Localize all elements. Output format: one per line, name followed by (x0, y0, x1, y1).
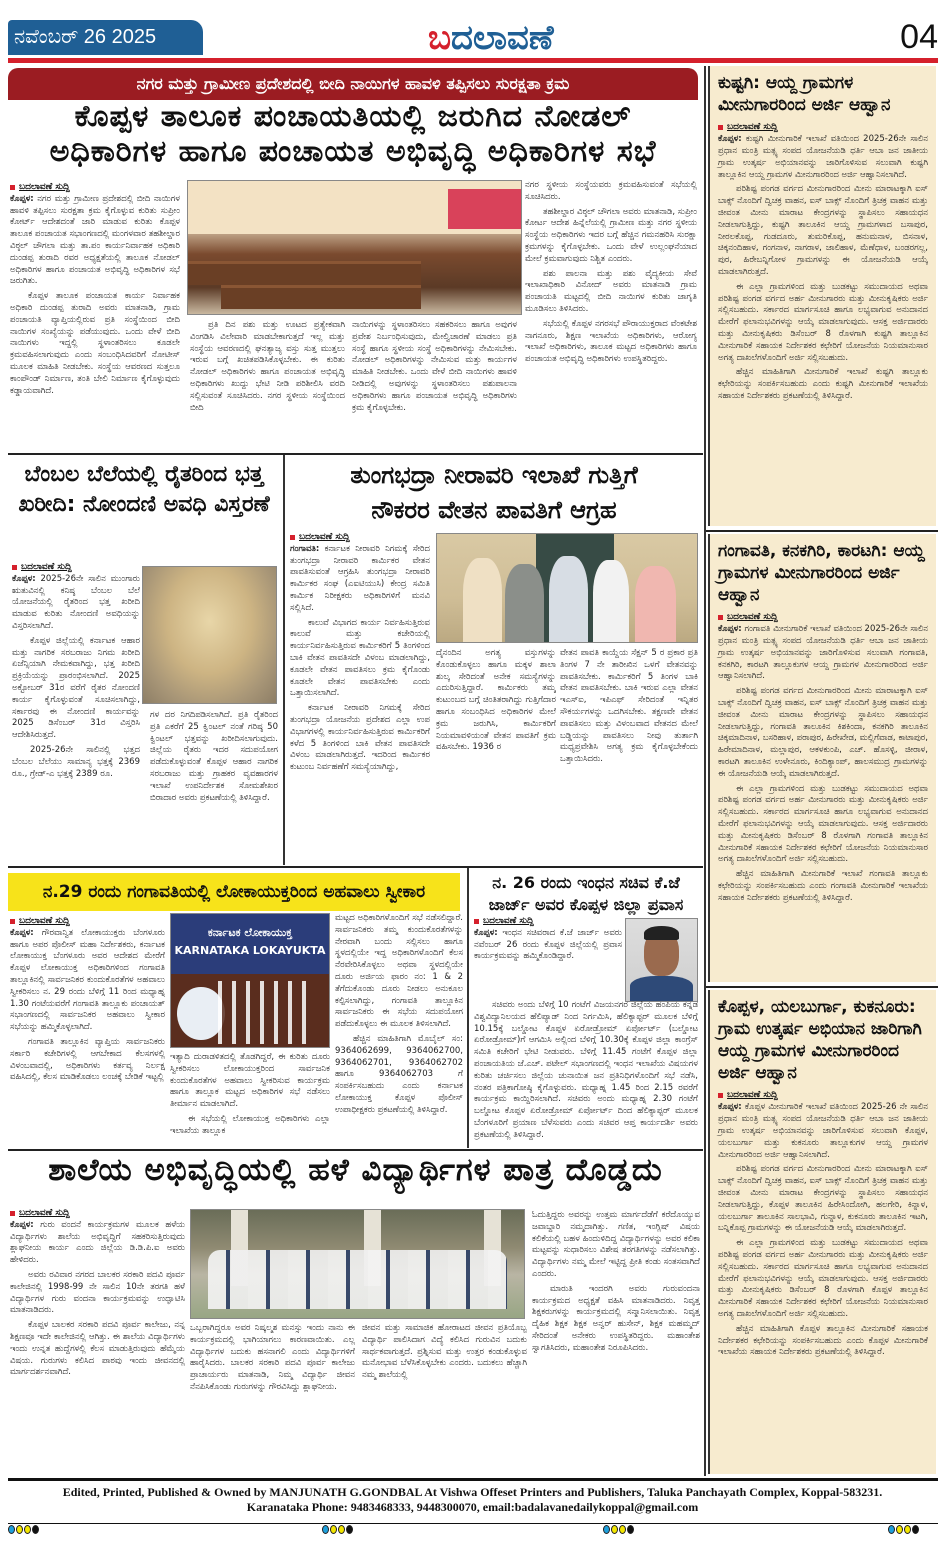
registration-marks-icon (322, 1525, 353, 1534)
tungabhadra-col-2 (436, 648, 556, 862)
tungabhadra-para-1: ಗಂಗಾವತಿ: ಕರ್ನಾಟಕ ನೀರಾವರಿ ನಿಗಮಕ್ಕೆ ಸೇರಿದ ತುಂಗಭದ್ರಾ ನೀರಾವರಿ ಕಾರ್ಮಿಕರ ವೇತನ ಪಾವತಿಸುವಂತೆ ಆಗ್ರಹಿಸಿ ತುಂಗಭದ್ರಾ ನೀರಾವರಿ ಕಾರ್ಮಿಕರ ಸಂಘ (ಎಐಟಿಯುಸಿ) ಕೇಂದ್ರ ಸಮಿತಿ ಕಾರ್ಮಿಕ ನಿರೀಕ್ಷಕರು ಅಧಿಕಾರಿಗಳಿಗೆ ಮನವಿ ಸಲ್ಲಿಸಿದೆ. (290, 543, 430, 613)
registration-marks-icon (888, 1525, 919, 1534)
minister-photo (625, 918, 698, 1002)
tungabhadra-headline-line-2: ನೌಕರರ ವೇತನ ಪಾವತಿಗೆ ಆಗ್ರಹ (371, 495, 617, 524)
tungabhadra-headline-line-1: ತುಂಗಭದ್ರಾ ನೀರಾವರಿ ಇಲಾಖೆ ಗುತ್ತಿಗೆ (350, 461, 638, 489)
masthead (8, 20, 938, 58)
main-para-2: ಕೊಪ್ಪಳ ತಾಲೂಕ ಪಂಚಾಯತ ಕಾರ್ಯ ನಿರ್ವಾಹಕ ಅಧಿಕಾರಿ ದುಂಡಪ್ಪ ತುರಾದಿ ಅವರು ಮಾತನಾಡಿ, ಗ್ರಾಮ ಪಂಚಾಯತಿ ವ್ಯಾಪ್ತಿಯಲ್ಲಿರುವ ಪ್ರತಿ ಸಂಸ್ಥೆಯಿಂದ ಬೀದಿ ನಾಯಿಗಳ ಸಂಖ್ಯೆಯನ್ನು ಪಡೆಯುವುದು. ಒಂದು ವೇಳೆ ಬೀದಿ ನಾಯಿಗಳು ಇದ್ದಲ್ಲಿ ಸ್ಥಳಾಂತರಿಸಲು ಕೂಡಲೇ ಕ್ರಮವಹಿಸಲಾಗುವುದು ಎಂದು ಸಂಬಂಧಿಸಿದವರಿಗೆ ನೋಟೀಸ್ ಮೂಲಕ ಮಾಹಿತಿ ನೀಡಬೇಕು. ಸಂಸ್ಥೆಯ ಆವರಣದ ಸುತ್ತಲೂ ಕಾಂಪೌಂಡ್ ನಿರ್ಮಾಣ, ತಂತಿ ಬೇಲಿ ನಿರ್ಮಾಣ ಕೈಗೊಳ್ಳುವುದು ಕಡ್ಡಾಯವಾಗಿದೆ. (10, 291, 180, 396)
main-para-3: ಪ್ರತಿ ದಿನ ಪಶು ಮತ್ತು ಊಟದ ಪ್ರತ್ಯೇಕವಾಗಿ ವಿಂಗಡಿಸಿ ವಿಲೇವಾರಿ ಮಾಡಬೇಕಾಗುತ್ತದೆ ಇಲ್ಲ ಮತ್ತು ಸಂಸ್ಥೆಯ ಆವರಣದಲ್ಲಿ ಘನತ್ಯಾಜ್ಯ ವಸ್ತು ಸುತ್ತ ಮುತ್ತಲು ಇರುವ ಬಗ್ಗೆ ಖಚಿತಪಡಿಸಿಕೊಳ್ಳಬೇಕು. ಈ ಕುರಿತು ನೋಡಲ್ ಅಧಿಕಾರಿಗಳು ಹಾಗೂ ಪಂಚಾಯತ ಅಭಿವೃದ್ಧಿ ಅಧಿಕಾರಿಗಳು ಖುದ್ದು ಭೇಟಿ ನೀಡಿ ಪರಿಶೀಲಿಸಿ ವರದಿ ಸಲ್ಲಿಸುವಂತೆ ಸೂಚಿಸಿದರು. ನಗರ ಸ್ಥಳೀಯ ಸಂಸ್ಥೆಯಿಂದ ಬೀದಿ (190, 320, 345, 413)
lokayukta-para-4: ಈ ಸಭೆಯಲ್ಲಿ ಲೋಕಾಯುಕ್ತ ಅಧಿಕಾರಿಗಳು ಎಲ್ಲಾ ಇಲಾಖೆಯ ತಾಲ್ಲೂಕ (170, 1113, 330, 1136)
paddy-article-col-2 (150, 710, 278, 862)
sidebar-notice-koppal (708, 990, 936, 1474)
school-para-2: ಅವರು ರವಿವಾರ ನಗರದ ಬಾಲಕರ ಸರಕಾರಿ ಪದವಿ ಪೂರ್ವ ಕಾಲೇಜಿನಲ್ಲಿ 1998-99 ನೇ ಸಾಲಿನ 10ನೇ ತರಗತಿ ಹಳೆ ವಿದ್ಯಾರ್ಥಿಗಳ ಗುರು ವಂದನಾ ಕಾರ್ಯಕ್ರಮವನ್ನು ಉದ್ಘಾಟಿಸಿ ಮಾತನಾಡಿದರು. (10, 1269, 185, 1316)
lokayukta-col-2 (170, 1052, 330, 1146)
school-para-7: ಮಾರುತಿ ಇಂದರಗಿ ಅವರು ಗುರುವಂದನಾ ಕಾರ್ಯಕ್ರಮದ ಅಧ್ಯಕ್ಷತೆ ವಹಿಸಿ ಮಾತನಾಡಿದರು. ನಿವೃತ್ತ ಶಿಕ್ಷಕರುಗಳನ್ನು ಕಾರ್ಯಕ್ರಮದಲ್ಲಿ ಸನ್ಮಾನಿಸಲಾಯಿತು. ನಿವೃತ್ತ ದೈಹಿಕ ಶಿಕ್ಷಕ ಶಿಕ್ಷಕ ಅನ್ವರ್ ಹುಸೇನ್, ಶಿಕ್ಷಕ ಮಹಮ್ಮದ್ ಸೇರಿದಂತೆ ಅನೇಕರು ಉಪಸ್ಥಿತರಿದ್ದರು. ಮಹಾಂತೇಶ ಸ್ವಾಗತಿಸಿದರು, ಮಹಾಂತೇಶ ನಿರೂಪಿಸಿದರು. (532, 1283, 700, 1353)
main-para-5: ನಗರ ಸ್ಥಳೀಯ ಸಂಸ್ಥೆಯವರು ಕ್ರಮವಹಿಸುವಂತೆ ಸಭೆಯಲ್ಲಿ ಸೂಚಿಸಿದರು. (525, 180, 697, 202)
column-divider (467, 868, 469, 1148)
rice-photo (142, 566, 277, 704)
issue-date: ನವೆಂಬರ್ 26 2025 (8, 20, 203, 55)
tungabhadra-para-4: ದೈನಂದಿನ ಅಗತ್ಯ ವಸ್ತುಗಳನ್ನು ಕೊಂಡುಕೊಳ್ಳಲು ಹಾಗೂ ಮಕ್ಕಳ ಶಾಲಾ ಶುಲ್ಕ ಸೇರಿದಂತೆ ಅನೇಕ ಸಮಸ್ಯೆಗಳನ್ನು ಎದುರಿಸುತ್ತಿದ್ದಾರೆ. ಕಾರ್ಮಿಕರು ತಮ್ಮ ಕುಟುಂಬದ ಬಗ್ಗೆ ಚಿಂತಿತರಾಗಿದ್ದು ಗುತ್ತಿಗೆದಾರ ಹಾಗೂ ಸಂಬಂಧಿಸಿದ ಅಧಿಕಾರಿಗಳ ಮೇಲೆ ಕ್ರಮ ಜರುಗಿಸಿ, ಕಾರ್ಮಿಕರಿಗೆ ನಿಯಮಾವಳಿಯಂತೆ ವೇತನ ಪಾವತಿಗೆ ಕ್ರಮ ವಹಿಸಬೇಕು. 1936 ರ (436, 648, 556, 753)
section-divider (8, 866, 703, 868)
paddy-headline: ಬೆಂಬಲ ಬೆಲೆಯಲ್ಲಿ ರೈತರಿಂದ ಭತ್ತ ಖರೀದಿ: ನೋಂದಣಿ ಅವಧಿ ವಿಸ್ತರಣೆ (18, 462, 270, 518)
main-headline-line-1: ಕೊಪ್ಪಳ ತಾಲೂಕ ಪಂಚಾಯತಿಯಲ್ಲಿ ಜರುಗಿದ ನೋಡಲ್ (74, 99, 632, 134)
tungabhadra-col-1 (290, 532, 430, 862)
byline: ಬದಲಾವಣೆ ಸುದ್ದಿ (710, 118, 936, 134)
bullet-icon (718, 125, 723, 130)
bullet-icon (290, 535, 295, 540)
school-col-2 (190, 1323, 355, 1475)
byline: ಬದಲಾವಣೆ ಸುದ್ದಿ (710, 608, 936, 624)
main-headline-line-2: ಅಧಿಕಾರಿಗಳ ಹಾಗೂ ಪಂಚಾಯತ ಅಭಿವೃದ್ಧಿ ಅಧಿಕಾರಿಗಳ ಸಭೆ (49, 133, 657, 169)
logo-first-letter: ಬ (428, 18, 452, 58)
sidebar-notice-gangavati (708, 534, 936, 982)
byline: ಬದಲಾವಣೆ ಸುದ್ದಿ (10, 182, 180, 194)
registration-marks-icon (8, 1525, 39, 1534)
section-divider (8, 453, 703, 455)
byline: ಬದಲಾವಣೆ ಸುದ್ದಿ (710, 1086, 936, 1102)
paddy-para-2: ಕೊಪ್ಪಳ ಜಿಲ್ಲೆಯಲ್ಲಿ ಕರ್ನಾಟಕ ಆಹಾರ ಮತ್ತು ನಾಗರಿಕ ಸರಬರಾಜು ನಿಗಮ ಖರೀದಿ ಏಜೆನ್ಸಿಯಾಗಿ ನೇಮಕವಾಗಿದ್ದು, ಭತ್ತ ಖರೀದಿ ಪ್ರಕ್ರಿಯೆಯನ್ನು ಪ್ರಾರಂಭಿಸಲಾಗಿದೆ. 2025 ಅಕ್ಟೋಬರ್ 31ರ ವರೆಗೆ ರೈತರ ನೋಂದಣಿ ಕಾರ್ಯ ಕೈಗೊಳ್ಳುವಂತೆ ಸೂಚಿಸಲಾಗಿದ್ದು, ಸರ್ಕಾರವು ಈ ನೋಂದಣಿ ಕಾರ್ಯವನ್ನು 2025 ಡಿಸೆಂಬರ್ 31ರ ವಿಸ್ತರಿಸಿ ಆದೇಶಿಸಿರುತ್ತದೆ. (12, 635, 140, 741)
workers-photo (436, 533, 698, 643)
main-kicker: ನಗರ ಮತ್ತು ಗ್ರಾಮೀಣ ಪ್ರದೇಶದಲ್ಲಿ ಬೀದಿ ನಾಯಿಗಳ ಹಾವಳಿ ತಪ್ಪಿಸಲು ಸುರಕ್ಷತಾ ಕ್ರಮ (8, 68, 698, 100)
meeting-photo (187, 180, 522, 315)
lokayukta-para-6: ಹೆಚ್ಚಿನ ಮಾಹಿತಿಗಾಗಿ ಮೊಬೈಲ್ ಸಂ: 9364062699, 9364062700, 9364062701, 9364062702 ಹಾಗೂ 9364062703 ಗೆ ಸಂಪರ್ಕಿಸಬಹುದು ಎಂದು ಕರ್ನಾಟಕ ಲೋಕಾಯುಕ್ತ ಕೊಪ್ಪಳ ಪೊಲೀಸ್ ಉಪಾಧೀಕ್ಷಕರು ಪ್ರಕಟಣೆಯಲ್ಲಿ ತಿಳಿಸಿದ್ದಾರೆ. (335, 1033, 463, 1115)
minister-headline: ನ. 26 ರಂದು ಇಂಧನ ಸಚಿವ ಕೆ.ಜೆ ಜಾರ್ಜ್ ಅವರ ಕೊಪ್ಪಳ ಜಿಲ್ಲಾ ಪ್ರವಾಸ (488, 873, 684, 914)
sidebar-divider (706, 986, 938, 988)
school-col-1 (10, 1208, 185, 1474)
bullet-icon (474, 919, 479, 924)
byline: ಬದಲಾವಣೆ ಸುದ್ದಿ (474, 916, 622, 928)
lokayukta-para-3: ಇತ್ಯಾದಿ ದುರಾಡಳಿತದಲ್ಲಿ ತೊಡಗಿದ್ದರೆ, ಈ ಕುರಿತು ದೂರು ಸ್ವೀಕರಿಸಲು ಲೋಕಾಯುಕ್ತರಿಂದ ಸಾರ್ವಜನಿಕ ಕುಂದುಕೊರತೆಗಳ ಅಹವಾಲು ಸ್ವೀಕರಿಸುವ ಕಾರ್ಯಕ್ರಮ ಹಾಗೂ ತಾಲ್ಲೂಕ ಮಟ್ಟದ ಅಧಿಕಾರಿಗಳ ಸಭೆ ನಡೆಸಲು ತೀರ್ಮಾನ ಮಾಡಲಾಗಿದೆ. (170, 1052, 330, 1110)
main-para-1: ಕೊಪ್ಪಳ: ನಗರ ಮತ್ತು ಗ್ರಾಮೀಣ ಪ್ರದೇಶದಲ್ಲಿ ಬೀದಿ ನಾಯಿಗಳ ಹಾವಳಿ ತಪ್ಪಿಸಲು ಸುರಕ್ಷತಾ ಕ್ರಮ ಕೈಗೊಳ್ಳುವ ಕುರಿತು ಸುಪ್ರೀಂ ಕೋರ್ಟ್ ಆದೇಶದಂತೆ ಜಾರಿ ಮಾಡುವ ಕುರಿತು ಕೊಪ್ಪಳ ತಾಲೂಕ ಪಂಚಾಯತ ಸಭಾಂಗಣದಲ್ಲಿ ಮಂಗಳವಾರ ತಹಶೀಲ್ದಾರ ವಿಠ್ಠಲ್ ಚೌಗಲಾ ಮತ್ತು ತಾ.ಪಂ ಕಾರ್ಯನಿರ್ವಾಹಕ ಅಧಿಕಾರಿ ದುಂಡಪ್ಪ ತುರಾದಿ ರವರ ಅಧ್ಯಕ್ಷತೆಯಲ್ಲಿ ತಾಲೂಕ ನೋಡಲ್ ಅಧಿಕಾರಿಗಳ ಹಾಗೂ ಪಂಚಾಯತ ಅಭಿವೃದ್ಧಿ ಅಧಿಕಾರಿಗಳ ಸಭೆ ಜರುಗಿತು. (10, 193, 180, 287)
bullet-icon (10, 185, 15, 190)
sidebar-body: ಕೊಪ್ಪಳ: ಕುಷ್ಟಗಿ ಮೀನುಗಾರಿಕೆ ಇಲಾಖೆ ವತಿಯಿಂದ 2025-26ನೇ ಸಾಲಿನ ಪ್ರಧಾನ ಮಂತ್ರಿ ಮತ್ಸ್ಯ ಸಂಪದ ಯೋಜನೆಯಡಿ ಧರ್ತಿ ಆಬಾ ಜನ ಜಾತೀಯ ಗ್ರಾಮ ಉತ್ಕರ್ಷ ಅಭಿಯಾನವನ್ನು ಜಾರಿಗೊಳಿಸುವ ಸಲುವಾಗಿ ಕುಷ್ಟಗಿ ತಾಲ್ಲೂಕಿನ ಆಯ್ದ ಗ್ರಾಮಗಳ ಮೀನುಗಾರರಿಂದ ಅರ್ಜಿ ಆಹ್ವಾನಿಸಲಾಗಿದೆ. ಪರಿಶಿಷ್ಟ ಪಂಗಡ ವರ್ಗದ ಮೀನುಗಾರರಿಂದ ಮೀನು ಮಾರಾಟಕ್ಕಾಗಿ ಐಸ್ ಬಾಕ್ಸ್ ನೊಂದಿಗೆ ದ್ವಿಚಕ್ರ ವಾಹನ, ಐಸ್ ಬಾಕ್ಸ್ ನೊಂದಿಗೆ ತ್ರಿಚಕ್ರ ವಾಹನ ಮತ್ತು ಜೀವಂತ ಮೀನು ಮಾರಾಟ ಕೇಂದ್ರಗಳನ್ನು ಸ್ಥಾಪಿಸಲು ಸಹಾಯಧನ ನೀಡಲಾಗುತ್ತಿದ್ದು, ಕುಷ್ಟಗಿ ತಾಲೂಕಿನ ಆಯ್ದ ಗ್ರಾಮಗಳಾದ ಬಸಾಪುರ, ನೀರಲಕೊಪ್ಪ, ಗುಡದೂರು, ತುಮರಿಕೊಪ್ಪ, ಹನುಮನಾಳ, ಬಿಸನಾಳ, ಚಿಕ್ಕನಂದಿಹಾಳ, ಗಂಗನಾಳ, ನಾಗರಾಳ, ಜಾಲಿಹಾಳ, ಮೆಣೆಧಾಳ, ಬಂಡರಗಲ್ಲ, ಪುರ, ಹಿರೇಬನ್ನಿಗೋಳ ಗ್ರಾಮಗಳನ್ನು ಈ ಯೋಜನೆಯಡಿ ಆಯ್ಕೆ ಮಾಡಲಾಗಿರುತ್ತದೆ. ಈ ಎಲ್ಲಾ ಗ್ರಾಮಗಳಿಂದ ಮತ್ತು ಬುಡಕಟ್ಟು ಸಮುದಾಯದ ಅಥವಾ ಪರಿಶಿಷ್ಟ ಪಂಗಡ ವರ್ಗದ ಅರ್ಹ ಮೀನುಗಾರರು ಮತ್ತು ಮೀನುಕೃಷಿಕರು ಅರ್ಜಿ ಸಲ್ಲಿಸಬಹುದು. ಸರ್ಕಾರದ ಮಾರ್ಗಸೂಚಿ ಹಾಗೂ ಲಭ್ಯವಾಗುವ ಅನುದಾನದ ಮೇರೆಗೆ ಫಲಾನುಭವಿಗಳನ್ನು ಆಯ್ಕೆ ಮಾಡಲಾಗುವುದು. ಆಸಕ್ತ ಅರ್ಜಿದಾರರು ಮತ್ತು ಮೀನುಕೃಷಿಕರು ಡಿಸೆಂಬರ್ 8 ರೊಳಗಾಗಿ ಕುಷ್ಟಗಿ ತಾಲ್ಲೂಕಿನ ಮೀನುಗಾರಿಕೆ ಸಹಾಯಕ ನಿರ್ದೇಶಕರ ಕಛೇರಿಗೆ ಯೋಜನೆಯ ನಿಯಮಾನುಸಾರ ಅಗತ್ಯ ದಾಖಲೆಗಳೊಂದಿಗೆ ಅರ್ಜಿ ಸಲ್ಲಿಸಬಹುದು. ಹೆಚ್ಚಿನ ಮಾಹಿತಿಗಾಗಿ ಮೀನುಗಾರಿಕೆ ಇಲಾಖೆ ಕುಷ್ಟಗಿ ತಾಲ್ಲೂಕು ಕಛೇರಿಯನ್ನು ಸಂಪರ್ಕಿಸಬಹುದು ಎಂದು ಕುಷ್ಟಗಿ ಮೀನುಗಾರಿಕೆ ಇಲಾಖೆಯ ಸಹಾಯಕ ನಿರ್ದೇಶಕರು ಪ್ರಕಟಣೆಯಲ್ಲಿ ತಿಳಿಸಿದ್ದಾರೆ. (718, 134, 929, 401)
sidebar-headline: ಗಂಗಾವತಿ, ಕನಕಗಿರಿ, ಕಾರಟಗಿ: ಆಯ್ದ ಗ್ರಾಮಗಳ ಮೀನುಗಾರರಿಂದ ಅರ್ಜಿ ಆಹ್ವಾನ (718, 541, 925, 606)
tungabhadra-para-2: ಕಾಲುವೆ ವಿಭಾಗದ ಕಾರ್ಯ ನಿರ್ವಹಿಸುತ್ತಿರುವ ಕಾಲುವೆ ಮತ್ತು ಕಚೇರಿಯಲ್ಲಿ ಕಾರ್ಯನಿರ್ವಹಿಸುತ್ತಿರುವ ಕಾರ್ಮಿಕರಿಗೆ 5 ತಿಂಗಳಿಂದ ಬಾಕಿ ವೇತನ ಪಾವತಿಸದೇ ವಿಳಂಬ ಮಾಡಲಾಗಿದ್ದು, ಕೂಡಲೇ ವೇತನ ಪಾವತಿಸಲು ಕ್ರಮ ಕೈಗೊಂಡು ಕೂಡಲೇ ವೇತನ ಪಾವತಿಸಬೇಕು ಎಂದು ಒತ್ತಾಯಿಸಲಾಗಿದೆ. (290, 617, 430, 699)
paddy-para-3: 2025-26ನೇ ಸಾಲಿನಲ್ಲಿ ಭತ್ತದ ಬೆಂಬಲ ಬೆಲೆಯು ಸಾಮಾನ್ಯ ಭತ್ತಕ್ಕೆ 2369 ರೂ., ಗ್ರೇಡ್-ಎ ಭತ್ತಕ್ಕೆ 2389 ರೂ. (12, 744, 140, 779)
lokayukta-col-3 (335, 913, 463, 1146)
main-para-7: ಪಶು ಪಾಲನಾ ಮತ್ತು ಪಶು ವೈದ್ಯಕೀಯ ಸೇವೆ ಇಲಾಖಾಧಿಕಾರಿ ವಿನೋದ್ ಅವರು ಮಾತನಾಡಿ ಗ್ರಾಮ ಪಂಚಾಯತಿ ಮಟ್ಟದಲ್ಲಿ ಬೀದಿ ನಾಯಿಗಳ ಕುರಿತು ಜಾಗೃತಿ ಮೂಡಿಸಲು ತಿಳಿಸಿದರು. (525, 268, 697, 314)
byline: ಬದಲಾವಣೆ ಸುದ್ದಿ (10, 1208, 185, 1220)
byline: ಬದಲಾವಣೆ ಸುದ್ದಿ (12, 562, 140, 574)
byline: ಬದಲಾವಣೆ ಸುದ್ದಿ (10, 916, 165, 928)
page-number: 04 (900, 18, 938, 56)
minister-col-1 (474, 916, 622, 998)
logo-rest: ದಲಾವಣೆ (451, 18, 554, 58)
tungabhadra-col-3 (560, 648, 698, 862)
section-divider (8, 1149, 703, 1151)
byline: ಬದಲಾವಣೆ ಸುದ್ದಿ (290, 532, 430, 544)
paddy-article-col-1 (12, 562, 140, 862)
masthead-rule (8, 58, 938, 63)
tungabhadra-para-5: ವೇತನ ಪಾವತಿ ಕಾಯ್ದೆಯ ಸೆಕ್ಷನ್ 5 ರ ಪ್ರಕಾರ ಪ್ರತಿ ತಿಂಗಳ 7 ನೇ ತಾರೀಖಿನ ಒಳಗೆ ವೇತನವನ್ನು ಪಾವತಿಸಬೇಕು. ಕಾರ್ಮಿಕರಿಗೆ 5 ತಿಂಗಳ ಬಾಕಿ ವೇತನ ಪಾವತಿಸಬೇಕು. ಬಾಕಿ ಇರುವ ಎಲ್ಲಾ ವೇತನ ಇಎಸ್ಐ, ಇಪಿಎಫ್ ಸೇರಿದಂತೆ ಇನ್ನಿತರ ಸೌಕರ್ಯಗಳನ್ನು ಒದಗಿಸಬೇಕು. ತಕ್ಷಣವೇ ವೇತನ ಪಾವತಿಸಲು ಮತ್ತು ವಿಳಂಬವಾದ ವೇತನದ ಮೇಲೆ ಬಡ್ಡಿಯನ್ನು ಪಾವತಿಸಲು ನೀವು ತುರ್ತಾಗಿ ಮಧ್ಯಪ್ರವೇಶಿಸಿ ಅಗತ್ಯ ಕ್ರಮ ಕೈಗೊಳ್ಳಬೇಕೆಂದು ಒತ್ತಾಯಿಸಿದರು. (560, 648, 698, 765)
imprint-footer (0, 1485, 945, 1515)
main-article-col-1 (10, 182, 180, 447)
bullet-icon (12, 565, 17, 570)
school-col-4 (532, 1210, 700, 1474)
lokayukta-para-5: ಮಟ್ಟದ ಅಧಿಕಾರಿಗಳೊಂದಿಗೆ ಸಭೆ ನಡೆಸಲಿದ್ದಾರೆ. ಸಾರ್ವಜನಿಕರು ತಮ್ಮ ಕುಂದುಕೊರತೆಗಳನ್ನು ನೇರವಾಗಿ ಬಂದು ಸಲ್ಲಿಸಲು ಹಾಗೂ ಸ್ಥಳದಲ್ಲಿಯೇ ಇದ್ದ ಅಧಿಕಾರಿಗಳೊಂದಿಗೆ ಕೆಲಸ ನೆರವೇರಿಸಿಕೊಳ್ಳಲು ಅಥವಾ ಸ್ಥಳದಲ್ಲಿಯೇ ದೂರು ಅರ್ಜಿಯ ಫಾರಂ ನಂ: 1 & 2 ತೆಗೆದುಕೊಂಡು ದೂರು ನೀಡಲು ಅನುಕೂಲ ಕಲ್ಪಿಸಲಾಗಿದ್ದು, ಗಂಗಾವತಿ ತಾಲ್ಲೂಕಿನ ಸಾರ್ವಜನಿಕರು ಈ ಸಭೆಯ ಸದುಪಯೋಗ ಪಡೆದುಕೊಳ್ಳಲು ಈ ಮೂಲಕ ತಿಳಿಸಲಾಗಿದೆ. (335, 913, 463, 1030)
newspaper-logo (428, 18, 554, 58)
paddy-para-1: ಕೊಪ್ಪಳ: 2025-26ನೇ ಸಾಲಿನ ಮುಂಗಾರು ಋತುವಿನಲ್ಲಿ ಕನಿಷ್ಠ ಬೆಂಬಲ ಬೆಲೆ ಯೋಜನೆಯಲ್ಲಿ ರೈತರಿಂದ ಭತ್ತ ಖರೀದಿ ಮಾಡುವ ಕುರಿತು ನೋಂದಣಿ ಅವಧಿಯನ್ನು ವಿಸ್ತರಿಸಲಾಗಿದೆ. (12, 573, 140, 631)
sidebar-headline: ಕುಷ್ಟಗಿ: ಆಯ್ದ ಗ್ರಾಮಗಳ ಮೀನುಗಾರರಿಂದ ಅರ್ಜಿ ಆಹ್ವಾನ (718, 73, 891, 116)
sidebar-divider (704, 66, 706, 1476)
sidebar-headline: ಕೊಪ್ಪಳ, ಯಲಬುರ್ಗಾ, ಕುಕನೂರು: ಗ್ರಾಮ ಉತ್ಕರ್ಷ ಅಭಿಯಾನ ಜಾರಿಗಾಗಿ ಆಯ್ದ ಗ್ರಾಮಗಳ ಮೀನುಗಾರರಿಂದ ಅರ್ಜಿ ಆಹ್ವಾನ (718, 997, 922, 1084)
school-para-3: ಕೊಪ್ಪಳ ಬಾಲಕರ ಸರಕಾರಿ ಪದವಿ ಪೂರ್ವ ಕಾಲೇಜು, ನನ್ನ ಶಿಕ್ಷಣವೂ ಇದೇ ಕಾಲೇಜಿನಲ್ಲಿ ಆಗಿತ್ತು. ಈ ಶಾಲೆಯ ವಿದ್ಯಾರ್ಥಿಗಳು ಇಂದು ಉನ್ನತ ಹುದ್ದೆಗಳಲ್ಲಿ ಕೆಲಸ ಮಾಡುತ್ತಿರುವುದು ಹೆಮ್ಮೆಯ ವಿಷಯ. ಗುರುಗಳು ಕಲಿಸಿದ ಪಾಠವು ಇಂದು ಜೀವನದಲ್ಲಿ ಮಾರ್ಗದರ್ಶನವಾಗಿದೆ. (10, 1320, 185, 1378)
sign-text-kannada: ಕರ್ನಾಟಕ ಲೋಕಾಯುಕ್ತ (207, 926, 293, 939)
school-para-5: ಜೀವನ ಮತ್ತು ಸಾಮಾಜಿಕ ಹೋರಾಟದ ಜೀವನ ಪ್ರತಿಯೊಬ್ಬ ವಿದ್ಯಾರ್ಥಿ ಪಾಲಿಸಿದಾಗ ವಿದ್ಯೆ ಕಲಿಸಿದ ಗುರುವಿನ ಬದುಕು ಸಾರ್ಥಕವಾಗುತ್ತದೆ. ಪ್ರಶ್ನಿಸುವ ಮತ್ತು ಉತ್ತರ ಕಂಡುಕೊಳ್ಳುವ ಮನೋಭಾವ ಬೆಳೆಸಿಕೊಳ್ಳಬೇಕು ಎಂದರು. ಬದುಕಲು ಹೆಚ್ಚಾಗಿ ನಮ್ಮ ಶಾಲೆಯಲ್ಲಿ (362, 1323, 527, 1381)
school-para-4: ಒಬ್ಬರಾಗಿದ್ದರೂ ಅವರ ನಿಷ್ಕಲ್ಮಶ ಮನಸ್ಸು ಇಂದು ನಾನು ಈ ಕಾರ್ಯಕ್ರಮದಲ್ಲಿ ಭಾಗಿಯಾಗಲು ಕಾರಣವಾಯಿತು. ಎಲ್ಲ ವಿದ್ಯಾರ್ಥಿಗಳ ಬದುಕು ಹಸನಾಗಲಿ ಎಂದು ವಿದ್ಯಾರ್ಥಿಗಳಿಗೆ ಹಾರೈಸಿದರು. ಬಾಲಕರ ಸರಕಾರಿ ಪದವಿ ಪೂರ್ವ ಕಾಲೇಜು ಪ್ರಾಚಾರ್ಯರು ಮಾತನಾಡಿ, ನಿಮ್ಮ ವಿದ್ಯಾರ್ಥಿ ಜೀವನ ನೆನಪಿಸಿಕೊಂಡು ಗುರುಗಳನ್ನು ಗೌರವಿಸಿದ್ದು ಶ್ಲಾಘನೀಯ. (190, 1323, 355, 1392)
tungabhadra-para-3: ಕರ್ನಾಟಕ ನೀರಾವರಿ ನಿಗಮಕ್ಕೆ ಸೇರಿದ ತುಂಗಭದ್ರಾ ಯೋಜನೆಯ ಪ್ರದೇಶದ ಎಲ್ಲಾ ಉಪ ವಿಭಾಗಗಳಲ್ಲಿ ಕಾರ್ಯನಿರ್ವಹಿಸುತ್ತಿರುವ ಕಾರ್ಮಿಕರಿಗೆ ಕಳೆದ 5 ತಿಂಗಳಿಂದ ಬಾಕಿ ವೇತನ ಪಾವತಿಸದೇ ವಿಳಂಬ ಮಾಡಲಾಗಿರುತ್ತದೆ. ಇದರಿಂದ ಕಾರ್ಮಿಕರ ಕುಟುಂಬ ನಿರ್ವಹಣೆಗೆ ಸಮಸ್ಯೆಯಾಗಿದ್ದು, (290, 703, 430, 773)
sidebar-divider (706, 530, 938, 532)
sign-text-english: KARNATAKA LOKAYUKTA (174, 943, 326, 957)
main-article-col-2 (190, 320, 345, 450)
tungabhadra-headline (288, 458, 700, 528)
main-article-col-4 (525, 180, 697, 450)
main-para-8: ಸಭೆಯಲ್ಲಿ ಕೊಪ್ಪಳ ನಗರಸಭೆ ಪೌರಾಯುಕ್ತರಾದ ವೆಂಕಟೇಶ ನಾಗನೂರು, ಶಿಕ್ಷಣ ಇಲಾಖೆಯ ಅಧಿಕಾರಿಗಳು, ಆರೋಗ್ಯ ಇಲಾಖೆ ಅಧಿಕಾರಿಗಳು, ತಾಲೂಕ ಮಟ್ಟದ ಅಧಿಕಾರಿಗಳು ಹಾಗೂ ಪಂಚಾಯತ ಅಭಿವೃದ್ಧಿ ಅಧಿಕಾರಿಗಳು ಉಪಸ್ಥಿತರಿದ್ದರು. (525, 318, 697, 365)
lokayukta-headline: ನ.29 ರಂದು ಗಂಗಾವತಿಯಲ್ಲಿ ಲೋಕಾಯುಕ್ತರಿಂದ ಅಹವಾಲು ಸ್ವೀಕಾರ (8, 873, 460, 911)
main-para-4: ನಾಯಿಗಳನ್ನು ಸ್ಥಳಾಂತರಿಸಲು ಸಹಕರಿಸಲು ಹಾಗೂ ಅವುಗಳ ಪ್ರವೇಶ ನಿರ್ಬಂಧಿಸುವುದು, ಮೇಲ್ವಿಚಾರಣೆ ಮಾಡಲು ಪ್ರತಿ ಸಂಸ್ಥೆ ಹಾಗೂ ಸ್ಥಳೀಯ ಸಂಸ್ಥೆ ಅಧಿಕಾರಿಗಳನ್ನು ನೇಮಿಸಬೇಕು. ನೋಡಲ್ ಅಧಿಕಾರಿಗಳನ್ನು ನೇಮಿಸುವ ಮತ್ತು ಕಾರ್ಯಗಳ ಮಾಹಿತಿ ನೀಡಬೇಕು. ಒಂದು ವೇಳೆ ಬೀದಿ ನಾಯಿಗಳು ಹಾವಳಿ ನೀಡಿದಲ್ಲಿ ಅವುಗಳನ್ನು ಸ್ಥಳಾಂತರಿಸಲು ಪಶುಪಾಲನಾ ಅಧಿಕಾರಿಗಳು ಹಾಗೂ ಪಂಚಾಯತ ಅಭಿವೃದ್ಧಿ ಅಧಿಕಾರಿಗಳು ಕ್ರಮ ಕೈಗೊಳ್ಳಬೇಕು. (352, 320, 517, 413)
lokayukta-col-1 (10, 916, 165, 1144)
footer-rule (8, 1478, 938, 1481)
bullet-icon (718, 1093, 723, 1098)
alumni-group-photo (190, 1209, 525, 1319)
main-headline (8, 100, 698, 169)
bullet-icon (10, 1211, 15, 1216)
minister-para-2: ಸಚಿವರು ಅಂದು ಬೆಳಿಗ್ಗೆ 10 ಗಂಟೆಗೆ ವಿಜಯನಗರ ಜಿಲ್ಲೆಯ ಹಂಪಿಯ ಕನ್ನಡ ವಿಶ್ವವಿದ್ಯಾನಿಲಯದ ಹೆಲಿಪ್ಯಾಡ್ ನಿಂದ ನಿರ್ಗಮಿಸಿ, ಹೆಲಿಕ್ಯಾಪ್ಟರ್ ಮೂಲಕ ಬೆಳಿಗ್ಗೆ 10.15ಕ್ಕೆ ಬಲ್ಡೋಟ ಕೊಪ್ಪಳ ಏರೋಡ್ರೋಮ್ ಏರ್ಪೋರ್ಟ್ (ಬಲ್ಡೋಟ ಏರೋಡ್ರೋಮ್)ಗೆ ಆಗಮಿಸಿ ಅಲ್ಲಿಂದ ಬೆಳಿಗ್ಗೆ 10.30ಕ್ಕೆ ಕೊಪ್ಪಳ ಜಿಲ್ಲಾ ಕಾಂಗ್ರೆಸ್ ಸಮಿತಿ ಕಚೇರಿಗೆ ಭೇಟಿ ನೀಡುವರು. ಬೆಳಿಗ್ಗೆ 11.45 ಗಂಟೆಗೆ ಕೊಪ್ಪಳ ಜಿಲ್ಲಾ ಪಂಚಾಯತಿಯ ಜೆ.ಎಚ್. ಪಟೇಲ್ ಸಭಾಂಗಣದಲ್ಲಿ ಇಂಧನ ಇಲಾಖೆಯ ವಿಷಯಗಳ ಕುರಿತು ಚರ್ಚಿಸಲು ಜಿಲ್ಲೆಯ ಚುನಾಯಿತ ಜನ ಪ್ರತಿನಿಧಿಗಳೊಂದಿಗೆ ಸಭೆ ನಡೆಸಿ, ನಂತರ ಪತ್ರಿಕಾಗೋಷ್ಠಿ ಕೈಗೊಳ್ಳುವರು. ಮಧ್ಯಾಹ್ನ 1.45 ರಿಂದ 2.15 ರವರೆಗೆ ಕಾರ್ಯಕ್ರಮ ಕಾಯ್ದಿರಿಸಲಾಗಿದೆ. ಸಚಿವರು ಅಂದು ಮಧ್ಯಾಹ್ನ 2.30 ಗಂಟೆಗೆ ಬಲ್ಡೋಟ ಕೊಪ್ಪಳ ಏರೋಡ್ರೋಮ್ ಏರ್ಪೋರ್ಟ್ ದಿಂದ ಹೆಲಿಕ್ಯಾಪ್ಟರ್ ಮೂಲಕ ಬೆಂಗಳೂರಿಗೆ ಪ್ರಯಾಣ ಬೆಳೆಸುವರು ಎಂದು ಸಚಿವರ ಆಪ್ತ ಕಾರ್ಯದರ್ಶಿ ಅವರು ಪ್ರಕಟಣೆಯಲ್ಲಿ ತಿಳಿಸಿದ್ದಾರೆ. (474, 1000, 698, 1140)
school-para-6: ಓದುತ್ತಿದ್ದರು ಅವರನ್ನು ಉತ್ತಮ ಮಾರ್ಗದೆಡೆಗೆ ಕರೆದೊಯ್ಯುವ ಜವಾಬ್ದಾರಿ ನಮ್ಮದಾಗಿತ್ತು. ಗಣಿತ, ಇಂಗ್ಲಿಷ್ ವಿಷಯ ಕಲಿಕೆಯಲ್ಲಿ ಬಹಳ ಹಿಂದುಳಿದಿದ್ದ ವಿದ್ಯಾರ್ಥಿಗಳನ್ನು ಅವರ ಕಲಿಕಾ ಮಟ್ಟವನ್ನು ಸುಧಾರಿಸಲು ವಿಶೇಷ ತರಗತಿಗಳನ್ನು ನಡೆಸಲಾಗಿತ್ತು. ವಿದ್ಯಾರ್ಥಿಗಳು ನಮ್ಮ ಮೇಲೆ ಇಟ್ಟಿದ್ದ ಪ್ರೀತಿ ಕಂಡು ಸಂತಸವಾಗಿದೆ ಎಂದರು. (532, 1210, 700, 1279)
lokayukta-sign-photo (170, 913, 330, 1048)
main-article-col-3 (352, 320, 517, 450)
main-para-6: ತಹಶೀಲ್ದಾರ ವಿಠ್ಠಲ್ ಚೌಗಲಾ ಅವರು ಮಾತನಾಡಿ, ಸುಪ್ರೀಂ ಕೋರ್ಟ ಆದೇಶ ಹಿನ್ನೆಲೆಯಲ್ಲಿ ಗ್ರಾಮೀಣ ಮತ್ತು ನಗರ ಸ್ಥಳೀಯ ಸಂಸ್ಥೆಯ ಅಧಿಕಾರಿಗಳು ಇದರ ಬಗ್ಗೆ ಹೆಚ್ಚಿನ ಗಮನಹರಿಸಿ ಸುರಕ್ಷಾ ಕ್ರಮಗಳನ್ನು ಕೈಗೊಳ್ಳಬೇಕು. ಒಂದು ವೇಳೆ ಉಲ್ಲಂಘನೆಯಾದ ಮೇಲೆ ಕ್ರಮವಾಗುವುದು ನಿಶ್ಚಿತ ಎಂದರು. (525, 206, 697, 264)
school-col-3 (362, 1323, 527, 1475)
bullet-icon (10, 919, 15, 924)
registration-marks-icon (603, 1525, 634, 1534)
school-headline: ಶಾಲೆಯ ಅಭಿವೃದ್ಧಿಯಲ್ಲಿ ಹಳೆ ವಿದ್ಯಾರ್ಥಿಗಳ ಪಾತ್ರ ದೊಡ್ಡದು (48, 1152, 663, 1188)
sidebar-body: ಕೊಪ್ಪಳ: ಕೊಪ್ಪಳ ಮೀನುಗಾರಿಕೆ ಇಲಾಖೆ ವತಿಯಿಂದ 2025-26 ನೇ ಸಾಲಿನ ಪ್ರಧಾನ ಮಂತ್ರಿ ಮತ್ಸ್ಯ ಸಂಪದ ಯೋಜನೆಯಡಿ ಧರ್ತಿ ಆಬಾ ಜನ ಜಾತೀಯ ಗ್ರಾಮ ಉತ್ಕರ್ಷ ಅಭಿಯಾನವನ್ನು ಜಾರಿಗೊಳಿಸುವ ಸಲುವಾಗಿ ಕೊಪ್ಪಳ, ಯಲಬುರ್ಗಾ ಮತ್ತು ಕುಕನೂರು ತಾಲ್ಲೂಕುಗಳ ಆಯ್ದ ಗ್ರಾಮಗಳ ಮೀನುಗಾರರಿಂದ ಅರ್ಜಿ ಆಹ್ವಾನಿಸಲಾಗಿದೆ. ಪರಿಶಿಷ್ಟ ಪಂಗಡ ವರ್ಗದ ಮೀನುಗಾರರಿಂದ ಮೀನು ಮಾರಾಟಕ್ಕಾಗಿ ಐಸ್ ಬಾಕ್ಸ್ ನೊಂದಿಗೆ ದ್ವಿಚಕ್ರ ವಾಹನ, ಐಸ್ ಬಾಕ್ಸ್ ನೊಂದಿಗೆ ತ್ರಿಚಕ್ರ ವಾಹನ ಮತ್ತು ಜೀವಂತ ಮೀನು ಮಾರಾಟ ಕೇಂದ್ರಗಳನ್ನು ಸ್ಥಾಪಿಸಲು ಸಹಾಯಧನ ನೀಡಲಾಗುತ್ತಿದ್ದು, ಕೊಪ್ಪಳ ತಾಲೂಕಿನ ಹಿರೇಸಿಂದೋಗಿ, ಹಲಗೇರಿ, ಕಿನ್ನಾಳ, ಯಲಬುರ್ಗಾ ತಾಲೂಕಿನ ಸಾಲಭಾವಿ, ಗುನ್ನಾಳ, ಕುಕನೂರು ತಾಲೂಕಿನ ಇಟಗಿ, ಬನ್ನಿಕೊಪ್ಪ ಗ್ರಾಮಗಳನ್ನು ಈ ಯೋಜನೆಯಡಿ ಆಯ್ಕೆ ಮಾಡಲಾಗಿರುತ್ತದೆ. ಈ ಎಲ್ಲಾ ಗ್ರಾಮಗಳಿಂದ ಮತ್ತು ಬುಡಕಟ್ಟು ಸಮುದಾಯದ ಅಥವಾ ಪರಿಶಿಷ್ಟ ಪಂಗಡ ವರ್ಗದ ಅರ್ಹ ಮೀನುಗಾರರು ಮತ್ತು ಮೀನುಕೃಷಿಕರು ಅರ್ಜಿ ಸಲ್ಲಿಸಬಹುದು. ಸರ್ಕಾರದ ಮಾರ್ಗಸೂಚಿ ಹಾಗೂ ಲಭ್ಯವಾಗುವ ಅನುದಾನದ ಮೇರೆಗೆ ಫಲಾನುಭವಿಗಳನ್ನು ಆಯ್ಕೆ ಮಾಡಲಾಗುವುದು. ಆಸಕ್ತ ಅರ್ಜಿದಾರರು ಮತ್ತು ಮೀನುಕೃಷಿಕರು ಡಿಸೆಂಬರ್ 8 ರೊಳಗಾಗಿ ಕೊಪ್ಪಳ ತಾಲ್ಲೂಕಿನ ಮೀನುಗಾರಿಕೆ ಸಹಾಯಕ ನಿರ್ದೇಶಕರ ಕಛೇರಿಗೆ ಯೋಜನೆಯ ನಿಯಮಾನುಸಾರ ಅಗತ್ಯ ದಾಖಲೆಗಳೊಂದಿಗೆ ಅರ್ಜಿ ಸಲ್ಲಿಸಬಹುದು. ಹೆಚ್ಚಿನ ಮಾಹಿತಿಗಾಗಿ ಕೊಪ್ಪಳ ತಾಲ್ಲೂಕಿನ ಮೀನುಗಾರಿಕೆ ಸಹಾಯಕ ನಿರ್ದೇಶಕರ ಕಛೇರಿಯನ್ನು ಸಂಪರ್ಕಿಸಬಹುದು ಎಂದು ಕೊಪ್ಪಳ ಮೀನುಗಾರಿಕೆ ಇಲಾಖೆಯ ಸಹಾಯಕ ನಿರ್ದೇಶಕರು ಪ್ರಕಟಣೆಯಲ್ಲಿ ತಿಳಿಸಿದ್ದಾರೆ. (718, 1102, 929, 1358)
school-para-1: ಕೊಪ್ಪಳ: ಗುರು ವಂದನೆ ಕಾರ್ಯಕ್ರಮಗಳ ಮೂಲಕ ಹಳೆಯ ವಿದ್ಯಾರ್ಥಿಗಳು ಶಾಲೆಯ ಅಭಿವೃದ್ಧಿಗೆ ಸಹಕರಿಸುತ್ತಿರುವುದು ಶ್ಲಾಘನೀಯ ಕಾರ್ಯ ಎಂದು ಜಿಲ್ಲೆಯ ಡಿ.ಡಿ.ಪಿ.ಐ ಅವರು ಹೇಳಿದರು. (10, 1219, 185, 1266)
lokayukta-para-2: ಗಂಗಾವತಿ ತಾಲ್ಲೂಕಿನ ವ್ಯಾಪ್ತಿಯ ಸಾರ್ವಜನಿಕರು ಸರ್ಕಾರಿ ಕಚೇರಿಗಳಲ್ಲಿ ಆಗಬೇಕಾದ ಕೆಲಸಗಳಲ್ಲಿ ವಿಳಂಬವಾದಲ್ಲಿ, ಅಧಿಕಾರಿಗಳು ಕರ್ತವ್ಯ ನಿರ್ಲಕ್ಷ ವಹಿಸಿದಲ್ಲಿ, ಕೆಲಸ ಮಾಡಿಕೊಡಲು ಲಂಚಕ್ಕೆ ಬೇಡಿಕೆ ಇಟ್ಟಲ್ಲಿ (10, 1036, 165, 1083)
bullet-icon (718, 615, 723, 620)
registration-rule (8, 1523, 938, 1524)
sidebar-body: ಕೊಪ್ಪಳ: ಗಂಗಾವತಿ ಮೀನುಗಾರಿಕೆ ಇಲಾಖೆ ವತಿಯಿಂದ 2025-26ನೇ ಸಾಲಿನ ಪ್ರಧಾನ ಮಂತ್ರಿ ಮತ್ಸ್ಯ ಸಂಪದ ಯೋಜನೆಯಡಿ ಧರ್ತಿ ಆಬಾ ಜನ ಜಾತೀಯ ಗ್ರಾಮ ಉತ್ಕರ್ಷ ಅಭಿಯಾನವನ್ನು ಜಾರಿಗೊಳಿಸುವ ಸಲುವಾಗಿ ಗಂಗಾವತಿ, ಕನಕಗಿರಿ, ಕಾರಟಗಿ ತಾಲ್ಲೂಕುಗಳ ಆಯ್ದ ಗ್ರಾಮಗಳ ಮೀನುಗಾರರಿಂದ ಅರ್ಜಿ ಆಹ್ವಾನಿಸಲಾಗಿದೆ. ಪರಿಶಿಷ್ಟ ಪಂಗಡ ವರ್ಗದ ಮೀನುಗಾರರಿಂದ ಮೀನು ಮಾರಾಟಕ್ಕಾಗಿ ಐಸ್ ಬಾಕ್ಸ್ ನೊಂದಿಗೆ ದ್ವಿಚಕ್ರ ವಾಹನ, ಐಸ್ ಬಾಕ್ಸ್ ನೊಂದಿಗೆ ತ್ರಿಚಕ್ರ ವಾಹನ ಮತ್ತು ಜೀವಂತ ಮೀನು ಮಾರಾಟ ಕೇಂದ್ರಗಳನ್ನು ಸ್ಥಾಪಿಸಲು ಸಹಾಯಧನ ನೀಡಲಾಗುತ್ತಿದ್ದು, ಗಂಗಾವತಿ ತಾಲೂಕಿನ ಕಿಶಕಿಂದಾ, ಕನಕಗಿರಿ ತಾಲೂಕಿನ ಚಿಕ್ಕಮಾದಿನಾಳ, ಬಸರಿಹಾಳ, ಪರಾಪುರ, ಹಿರೇಖೇಡ, ಮಲ್ಲಿಗೆವಾಡ, ಕಾಟಾಪುರ, ಹಿರೇಮಾದಿನಾಳ, ಮಲ್ಲಾಪುರ, ಆಕಳಕುಂಪಿ, ಎಚ್. ಹೊಸಳ್ಳಿ, ಜೀರಾಳ, ಕಾರಟಗಿ ತಾಲೂಕಿನ ಉಳೇನೂರು, ಕಿಂದಿಕ್ಯಾಂಪ್, ಹಾಲಸಮುದ್ರ ಗ್ರಾಮಗಳನ್ನು ಈ ಯೋಜನೆಯಡಿ ಆಯ್ಕೆ ಮಾಡಲಾಗಿರುತ್ತದೆ. ಈ ಎಲ್ಲಾ ಗ್ರಾಮಗಳಿಂದ ಮತ್ತು ಬುಡಕಟ್ಟು ಸಮುದಾಯದ ಅಥವಾ ಪರಿಶಿಷ್ಟ ಪಂಗಡ ವರ್ಗದ ಅರ್ಹ ಮೀನುಗಾರರು ಮತ್ತು ಮೀನುಕೃಷಿಕರು ಅರ್ಜಿ ಸಲ್ಲಿಸಬಹುದು. ಸರ್ಕಾರದ ಮಾರ್ಗಸೂಚಿ ಹಾಗೂ ಲಭ್ಯವಾಗುವ ಅನುದಾನದ ಮೇರೆಗೆ ಫಲಾನುಭವಿಗಳನ್ನು ಆಯ್ಕೆ ಮಾಡಲಾಗುವುದು. ಆಸಕ್ತ ಅರ್ಜಿದಾರರು ಮತ್ತು ಮೀನುಕೃಷಿಕರು ಡಿಸೆಂಬರ್ 8 ರೊಳಗಾಗಿ ಗಂಗಾವತಿ ತಾಲ್ಲೂಕಿನ ಮೀನುಗಾರಿಕೆ ಸಹಾಯಕ ನಿರ್ದೇಶಕರ ಕಛೇರಿಗೆ ಯೋಜನೆಯ ನಿಯಮಾನುಸಾರ ಅಗತ್ಯ ದಾಖಲೆಗಳೊಂದಿಗೆ ಅರ್ಜಿ ಸಲ್ಲಿಸಬಹುದು. ಹೆಚ್ಚಿನ ಮಾಹಿತಿಗಾಗಿ ಮೀನುಗಾರಿಕೆ ಇಲಾಖೆ ಗಂಗಾವತಿ ತಾಲ್ಲೂಕು ಕಛೇರಿಯನ್ನು ಸಂಪರ್ಕಿಸಬಹುದು ಎಂದು ಗಂಗಾವತಿ ಮೀನುಗಾರಿಕೆ ಇಲಾಖೆಯ ಸಹಾಯಕ ನಿರ್ದೇಶಕರು ಪ್ರಕಟಣೆಯಲ್ಲಿ ತಿಳಿಸಿದ್ದಾರೆ. (718, 624, 928, 903)
column-divider (283, 455, 285, 865)
minister-para-1: ಕೊಪ್ಪಳ: ಇಂಧನ ಸಚಿವರಾದ ಕೆ.ಜೆ ಜಾರ್ಜ್ ಅವರು ನವೆಂಬರ್ 26 ರಂದು ಕೊಪ್ಪಳ ಜಿಲ್ಲೆಯಲ್ಲಿ ಪ್ರವಾಸ ಕಾರ್ಯಕ್ರಮವನ್ನು ಹಮ್ಮಿಕೊಂಡಿದ್ದಾರೆ. (474, 927, 622, 962)
sidebar-notice-kushtagi (708, 66, 936, 526)
paddy-para-4: ಗಳ ದರ ನಿಗದಿಪಡಿಸಲಾಗಿದೆ. ಪ್ರತಿ ರೈತರಿಂದ ಪ್ರತಿ ಎಕರೆಗೆ 25 ಕ್ವಿಂಟಲ್ ನಂತೆ ಗರಿಷ್ಠ 50 ಕ್ವಿಂಟಲ್ ಭತ್ತವನ್ನು ಖರೀದಿಸಲಾಗುವುದು. ಜಿಲ್ಲೆಯ ರೈತರು ಇದರ ಸದುಪಯೋಗ ಪಡೆದುಕೊಳ್ಳುವಂತೆ ಕೊಪ್ಪಳ ಆಹಾರ ನಾಗರಿಕ ಸರಬರಾಜು ಮತ್ತು ಗ್ರಾಹಕರ ವ್ಯವಹಾರಗಳ ಇಲಾಖೆ ಉಪನಿರ್ದೇಶಕ ಸೋಮಶೇಖರ ಬಿರಾದಾರ ಅವರು ಪ್ರಕಟಣೆಯಲ್ಲಿ ತಿಳಿಸಿದ್ದಾರೆ. (150, 710, 278, 803)
imprint-line-1: Edited, Printed, Published & Owned by MANJUNATH G.GONDBAL At Vishwa Offeset Printers and Publishers, Taluka Panchayath Complex, Koppal-583231. (62, 1485, 883, 1499)
minister-col-2 (474, 1000, 698, 1146)
imprint-line-2: Karanataka Phone: 9483468333, 9448300070, email:badalavanedailykoppal@gmail.com (246, 1500, 699, 1514)
lokayukta-para-1: ಕೊಪ್ಪಳ: ಗೌರವಾನ್ವಿತ ಲೋಕಾಯುಕ್ತರು ಬೆಂಗಳೂರು ಹಾಗೂ ಅಪರ ಪೊಲೀಸ್ ಮಹಾ ನಿರ್ದೇಶಕರು, ಕರ್ನಾಟಕ ಲೋಕಾಯುಕ್ತ ಬೆಂಗಳೂರು ಅವರ ಆದೇಶದ ಮೇರೆಗೆ ಕೊಪ್ಪಳ ಲೋಕಾಯುಕ್ತ ಅಧಿಕಾರಿಗಳಿಂದ ಗಂಗಾವತಿ ತಾಲ್ಲೂಕಿನಲ್ಲಿ ಸಾರ್ವಜನಿಕರ ಕುಂದುಕೊರತೆಗಳ ಅಹವಾಲು ಸ್ವೀಕರಿಸಲು ನ. 29 ರಂದು ಬೆಳಿಗ್ಗೆ 11 ರಿಂದ ಮಧ್ಯಾಹ್ನ 1.30 ಗಂಟೆಯವರೆಗೆ ಗಂಗಾವತಿ ತಾಲ್ಲೂಕು ಪಂಚಾಯತ್ ಸಭಾಂಗಣದಲ್ಲಿ ಸಾರ್ವಜನಿಕರ ಅಹವಾಲು ಸ್ವೀಕಾರ ಸಭೆಯನ್ನು ಹಮ್ಮಿಕೊಳ್ಳಲಾಗಿದೆ. (10, 927, 165, 1033)
